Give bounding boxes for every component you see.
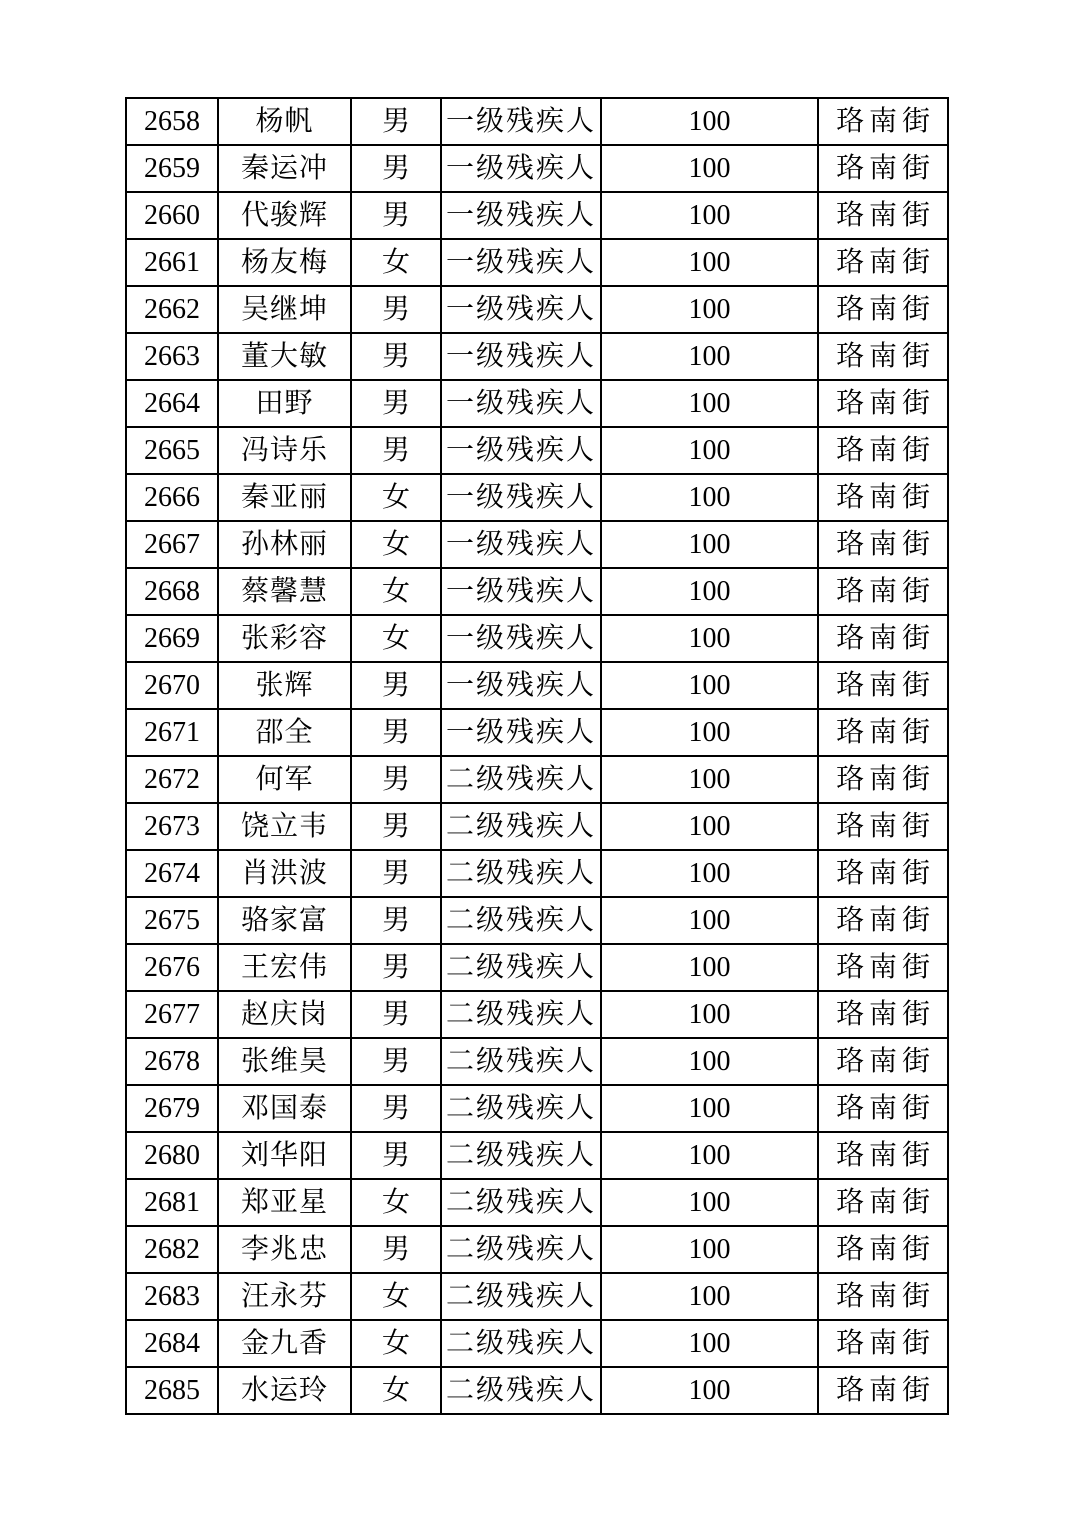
cell-disability-category: 二级残疾人 [441,1132,601,1179]
cell-street: 珞南街 [818,474,948,521]
cell-amount: 100 [601,427,818,474]
cell-sequence-number: 2662 [126,286,218,333]
cell-person-name: 吴继坤 [218,286,351,333]
cell-street: 珞南街 [818,286,948,333]
cell-disability-category: 二级残疾人 [441,1179,601,1226]
cell-street: 珞南街 [818,1226,948,1273]
cell-person-name: 饶立韦 [218,803,351,850]
table-row [126,239,948,286]
cell-disability-category: 一级残疾人 [441,709,601,756]
cell-sequence-number: 2661 [126,239,218,286]
cell-person-name: 代骏辉 [218,192,351,239]
cell-gender: 男 [351,427,441,474]
cell-sequence-number: 2672 [126,756,218,803]
cell-disability-category: 一级残疾人 [441,521,601,568]
table-row [126,380,948,427]
cell-street: 珞南街 [818,427,948,474]
cell-amount: 100 [601,474,818,521]
cell-disability-category: 二级残疾人 [441,991,601,1038]
cell-street: 珞南街 [818,521,948,568]
cell-amount: 100 [601,1367,818,1414]
cell-disability-category: 二级残疾人 [441,756,601,803]
cell-street: 珞南街 [818,991,948,1038]
cell-disability-category: 二级残疾人 [441,944,601,991]
cell-gender: 男 [351,803,441,850]
table-row [126,192,948,239]
cell-amount: 100 [601,192,818,239]
table-row [126,662,948,709]
cell-amount: 100 [601,1132,818,1179]
cell-amount: 100 [601,380,818,427]
cell-street: 珞南街 [818,615,948,662]
cell-gender: 女 [351,1273,441,1320]
table-row [126,1367,948,1414]
cell-amount: 100 [601,803,818,850]
cell-person-name: 郑亚星 [218,1179,351,1226]
cell-disability-category: 一级残疾人 [441,568,601,615]
cell-sequence-number: 2663 [126,333,218,380]
table-row [126,521,948,568]
cell-disability-category: 二级残疾人 [441,1085,601,1132]
cell-amount: 100 [601,1273,818,1320]
cell-sequence-number: 2685 [126,1367,218,1414]
cell-sequence-number: 2666 [126,474,218,521]
table-row [126,333,948,380]
cell-disability-category: 二级残疾人 [441,1038,601,1085]
cell-sequence-number: 2671 [126,709,218,756]
cell-street: 珞南街 [818,662,948,709]
table-row [126,615,948,662]
cell-gender: 女 [351,568,441,615]
cell-sequence-number: 2658 [126,98,218,145]
table-row [126,756,948,803]
cell-disability-category: 一级残疾人 [441,380,601,427]
cell-person-name: 蔡馨慧 [218,568,351,615]
table-row [126,427,948,474]
cell-sequence-number: 2674 [126,850,218,897]
cell-person-name: 邵全 [218,709,351,756]
cell-street: 珞南街 [818,803,948,850]
cell-disability-category: 一级残疾人 [441,662,601,709]
cell-gender: 女 [351,615,441,662]
cell-sequence-number: 2680 [126,1132,218,1179]
cell-sequence-number: 2659 [126,145,218,192]
cell-gender: 男 [351,991,441,1038]
cell-amount: 100 [601,145,818,192]
cell-gender: 女 [351,521,441,568]
cell-sequence-number: 2667 [126,521,218,568]
cell-sequence-number: 2681 [126,1179,218,1226]
cell-person-name: 杨帆 [218,98,351,145]
cell-street: 珞南街 [818,192,948,239]
cell-disability-category: 二级残疾人 [441,850,601,897]
table-row [126,286,948,333]
cell-gender: 男 [351,380,441,427]
cell-street: 珞南街 [818,333,948,380]
cell-disability-category: 一级残疾人 [441,145,601,192]
cell-disability-category: 二级残疾人 [441,1367,601,1414]
cell-sequence-number: 2664 [126,380,218,427]
cell-gender: 男 [351,286,441,333]
cell-sequence-number: 2668 [126,568,218,615]
table-row [126,897,948,944]
cell-sequence-number: 2675 [126,897,218,944]
cell-amount: 100 [601,944,818,991]
cell-gender: 男 [351,1085,441,1132]
cell-sequence-number: 2683 [126,1273,218,1320]
cell-person-name: 水运玲 [218,1367,351,1414]
cell-street: 珞南街 [818,145,948,192]
cell-gender: 男 [351,897,441,944]
table-row [126,1179,948,1226]
cell-amount: 100 [601,991,818,1038]
cell-sequence-number: 2660 [126,192,218,239]
cell-sequence-number: 2678 [126,1038,218,1085]
cell-street: 珞南街 [818,1273,948,1320]
table-row [126,944,948,991]
cell-amount: 100 [601,1320,818,1367]
cell-sequence-number: 2669 [126,615,218,662]
table-row [126,145,948,192]
cell-gender: 男 [351,944,441,991]
cell-amount: 100 [601,850,818,897]
cell-street: 珞南街 [818,1085,948,1132]
cell-sequence-number: 2679 [126,1085,218,1132]
cell-street: 珞南街 [818,380,948,427]
cell-sequence-number: 2665 [126,427,218,474]
cell-amount: 100 [601,333,818,380]
cell-gender: 女 [351,1320,441,1367]
cell-person-name: 张辉 [218,662,351,709]
cell-street: 珞南街 [818,1038,948,1085]
cell-person-name: 秦运冲 [218,145,351,192]
cell-amount: 100 [601,1179,818,1226]
cell-person-name: 张彩容 [218,615,351,662]
cell-disability-category: 二级残疾人 [441,803,601,850]
cell-person-name: 骆家富 [218,897,351,944]
cell-disability-category: 一级残疾人 [441,239,601,286]
cell-person-name: 肖洪波 [218,850,351,897]
cell-gender: 女 [351,239,441,286]
table-row [126,1085,948,1132]
cell-street: 珞南街 [818,1132,948,1179]
cell-amount: 100 [601,239,818,286]
cell-street: 珞南街 [818,239,948,286]
cell-sequence-number: 2682 [126,1226,218,1273]
table-row [126,568,948,615]
table-row [126,1226,948,1273]
cell-amount: 100 [601,709,818,756]
cell-gender: 女 [351,474,441,521]
cell-street: 珞南街 [818,897,948,944]
cell-disability-category: 二级残疾人 [441,1273,601,1320]
cell-person-name: 秦亚丽 [218,474,351,521]
cell-person-name: 何军 [218,756,351,803]
cell-amount: 100 [601,662,818,709]
cell-person-name: 田野 [218,380,351,427]
cell-person-name: 汪永芬 [218,1273,351,1320]
table-row [126,98,948,145]
cell-sequence-number: 2676 [126,944,218,991]
cell-disability-category: 二级残疾人 [441,897,601,944]
cell-person-name: 金九香 [218,1320,351,1367]
cell-amount: 100 [601,615,818,662]
cell-amount: 100 [601,1226,818,1273]
cell-person-name: 李兆忠 [218,1226,351,1273]
cell-person-name: 冯诗乐 [218,427,351,474]
table-row [126,709,948,756]
table-row [126,474,948,521]
cell-gender: 女 [351,1367,441,1414]
table-row [126,850,948,897]
cell-street: 珞南街 [818,568,948,615]
cell-sequence-number: 2673 [126,803,218,850]
table-row [126,1320,948,1367]
cell-street: 珞南街 [818,709,948,756]
cell-street: 珞南街 [818,98,948,145]
table-row [126,991,948,1038]
cell-disability-category: 一级残疾人 [441,192,601,239]
cell-disability-category: 一级残疾人 [441,286,601,333]
cell-street: 珞南街 [818,1320,948,1367]
cell-amount: 100 [601,756,818,803]
cell-person-name: 赵庆岗 [218,991,351,1038]
cell-person-name: 董大敏 [218,333,351,380]
cell-sequence-number: 2677 [126,991,218,1038]
cell-disability-category: 一级残疾人 [441,427,601,474]
cell-gender: 男 [351,333,441,380]
beneficiary-table [125,97,949,1415]
cell-gender: 男 [351,1226,441,1273]
cell-gender: 男 [351,850,441,897]
cell-disability-category: 一级残疾人 [441,333,601,380]
cell-amount: 100 [601,1085,818,1132]
cell-amount: 100 [601,897,818,944]
cell-person-name: 王宏伟 [218,944,351,991]
cell-person-name: 杨友梅 [218,239,351,286]
cell-gender: 男 [351,1038,441,1085]
cell-gender: 女 [351,1179,441,1226]
cell-amount: 100 [601,568,818,615]
cell-amount: 100 [601,1038,818,1085]
cell-amount: 100 [601,521,818,568]
cell-person-name: 邓国泰 [218,1085,351,1132]
table-body [126,98,948,1414]
cell-gender: 男 [351,662,441,709]
cell-gender: 男 [351,1132,441,1179]
cell-disability-category: 二级残疾人 [441,1320,601,1367]
cell-sequence-number: 2670 [126,662,218,709]
cell-gender: 男 [351,192,441,239]
cell-disability-category: 一级残疾人 [441,474,601,521]
cell-person-name: 孙林丽 [218,521,351,568]
cell-gender: 男 [351,756,441,803]
cell-street: 珞南街 [818,850,948,897]
cell-street: 珞南街 [818,1367,948,1414]
cell-disability-category: 一级残疾人 [441,615,601,662]
cell-person-name: 刘华阳 [218,1132,351,1179]
cell-gender: 男 [351,145,441,192]
cell-street: 珞南街 [818,1179,948,1226]
table-row [126,1273,948,1320]
cell-gender: 男 [351,709,441,756]
table-row [126,1038,948,1085]
table-row [126,803,948,850]
cell-person-name: 张维昊 [218,1038,351,1085]
cell-street: 珞南街 [818,944,948,991]
cell-amount: 100 [601,286,818,333]
cell-gender: 男 [351,98,441,145]
table-row [126,1132,948,1179]
cell-amount: 100 [601,98,818,145]
cell-sequence-number: 2684 [126,1320,218,1367]
cell-disability-category: 一级残疾人 [441,98,601,145]
cell-street: 珞南街 [818,756,948,803]
cell-disability-category: 二级残疾人 [441,1226,601,1273]
